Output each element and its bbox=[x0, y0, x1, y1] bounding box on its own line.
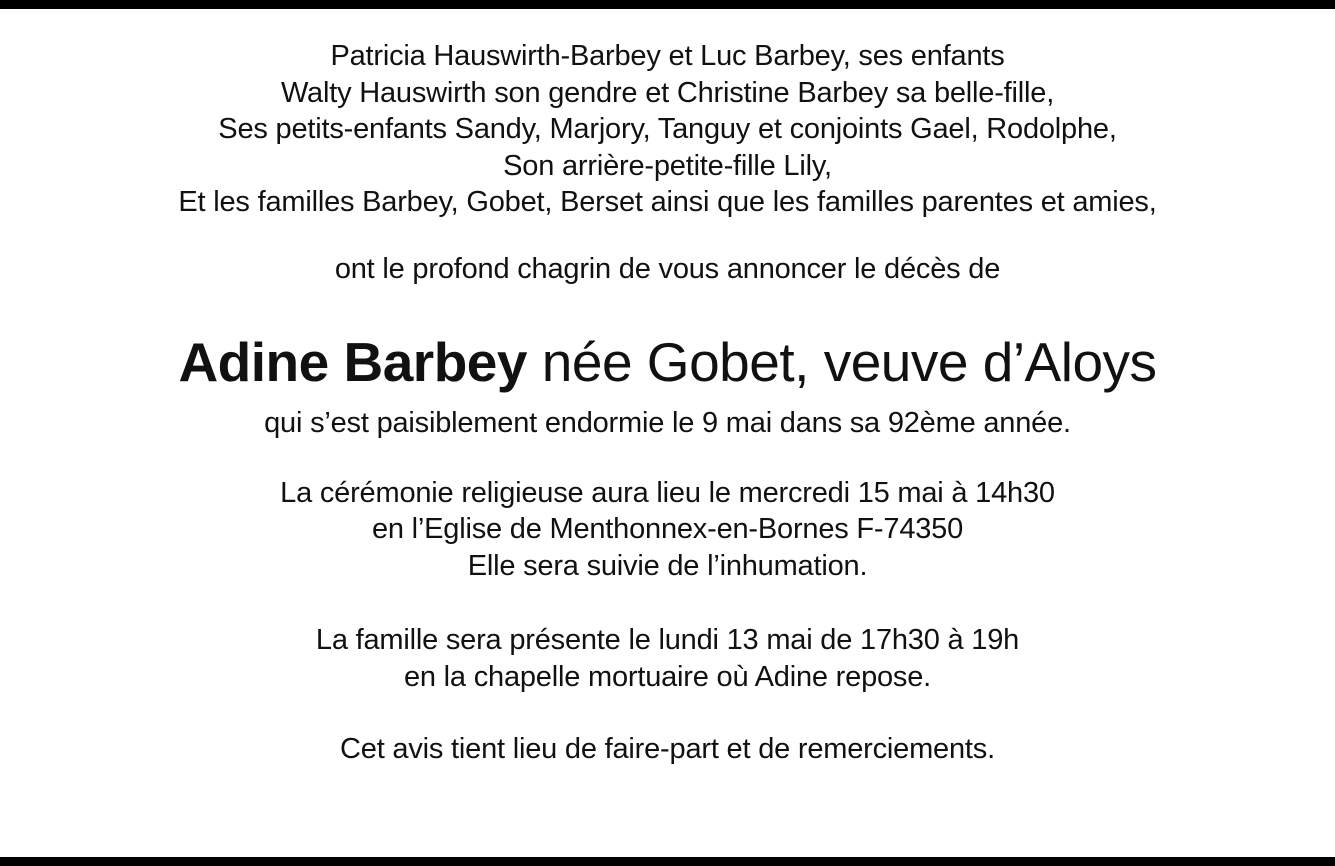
family-line: Ses petits-enfants Sandy, Marjory, Tanguy et conjoints Gael, Rodolphe, bbox=[218, 113, 1117, 145]
top-border-rule bbox=[0, 0, 1335, 9]
announcement-text: ont le profond chagrin de vous annoncer le décès de bbox=[334, 252, 1001, 285]
family-presence-info bbox=[0, 622, 1335, 695]
family-line: Et les familles Barbey, Gobet, Berset ainsi que les familles parentes et amies, bbox=[178, 186, 1157, 218]
ceremony-line: La cérémonie religieuse aura lieu le mercredi 15 mai à 14h30 bbox=[280, 476, 1055, 509]
presence-line: en la chapelle mortuaire où Adine repose. bbox=[403, 660, 932, 693]
ceremony-info bbox=[0, 475, 1335, 585]
families-list bbox=[0, 38, 1335, 221]
family-line: Walty Hauswirth son gendre et Christine Barbey sa belle-fille, bbox=[280, 76, 1055, 109]
family-line: Patricia Hauswirth-Barbey et Luc Barbey, ses enfants bbox=[330, 40, 1005, 72]
ceremony-line: en l’Eglise de Menthonnex-en-Bornes F-74350 bbox=[371, 513, 964, 545]
deceased-details: née Gobet, veuve d’Aloys bbox=[526, 331, 1157, 393]
obituary-notice bbox=[0, 38, 1335, 768]
death-date-text: qui s’est paisiblement endormie le 9 mai dans sa 92ème année. bbox=[264, 407, 1071, 439]
bottom-border-rule bbox=[0, 857, 1335, 866]
deceased-heading bbox=[0, 327, 1335, 397]
closing-block bbox=[0, 731, 1335, 768]
announcement-block bbox=[0, 251, 1335, 288]
death-date-block bbox=[0, 405, 1335, 442]
deceased-name: Adine Barbey bbox=[178, 331, 527, 393]
closing-text: Cet avis tient lieu de faire-part et de remerciements. bbox=[340, 733, 995, 765]
ceremony-line: Elle sera suivie de l’inhumation. bbox=[467, 549, 868, 582]
family-line: Son arrière-petite-fille Lily, bbox=[503, 149, 832, 182]
presence-line: La famille sera présente le lundi 13 mai de 17h30 à 19h bbox=[315, 624, 1020, 656]
